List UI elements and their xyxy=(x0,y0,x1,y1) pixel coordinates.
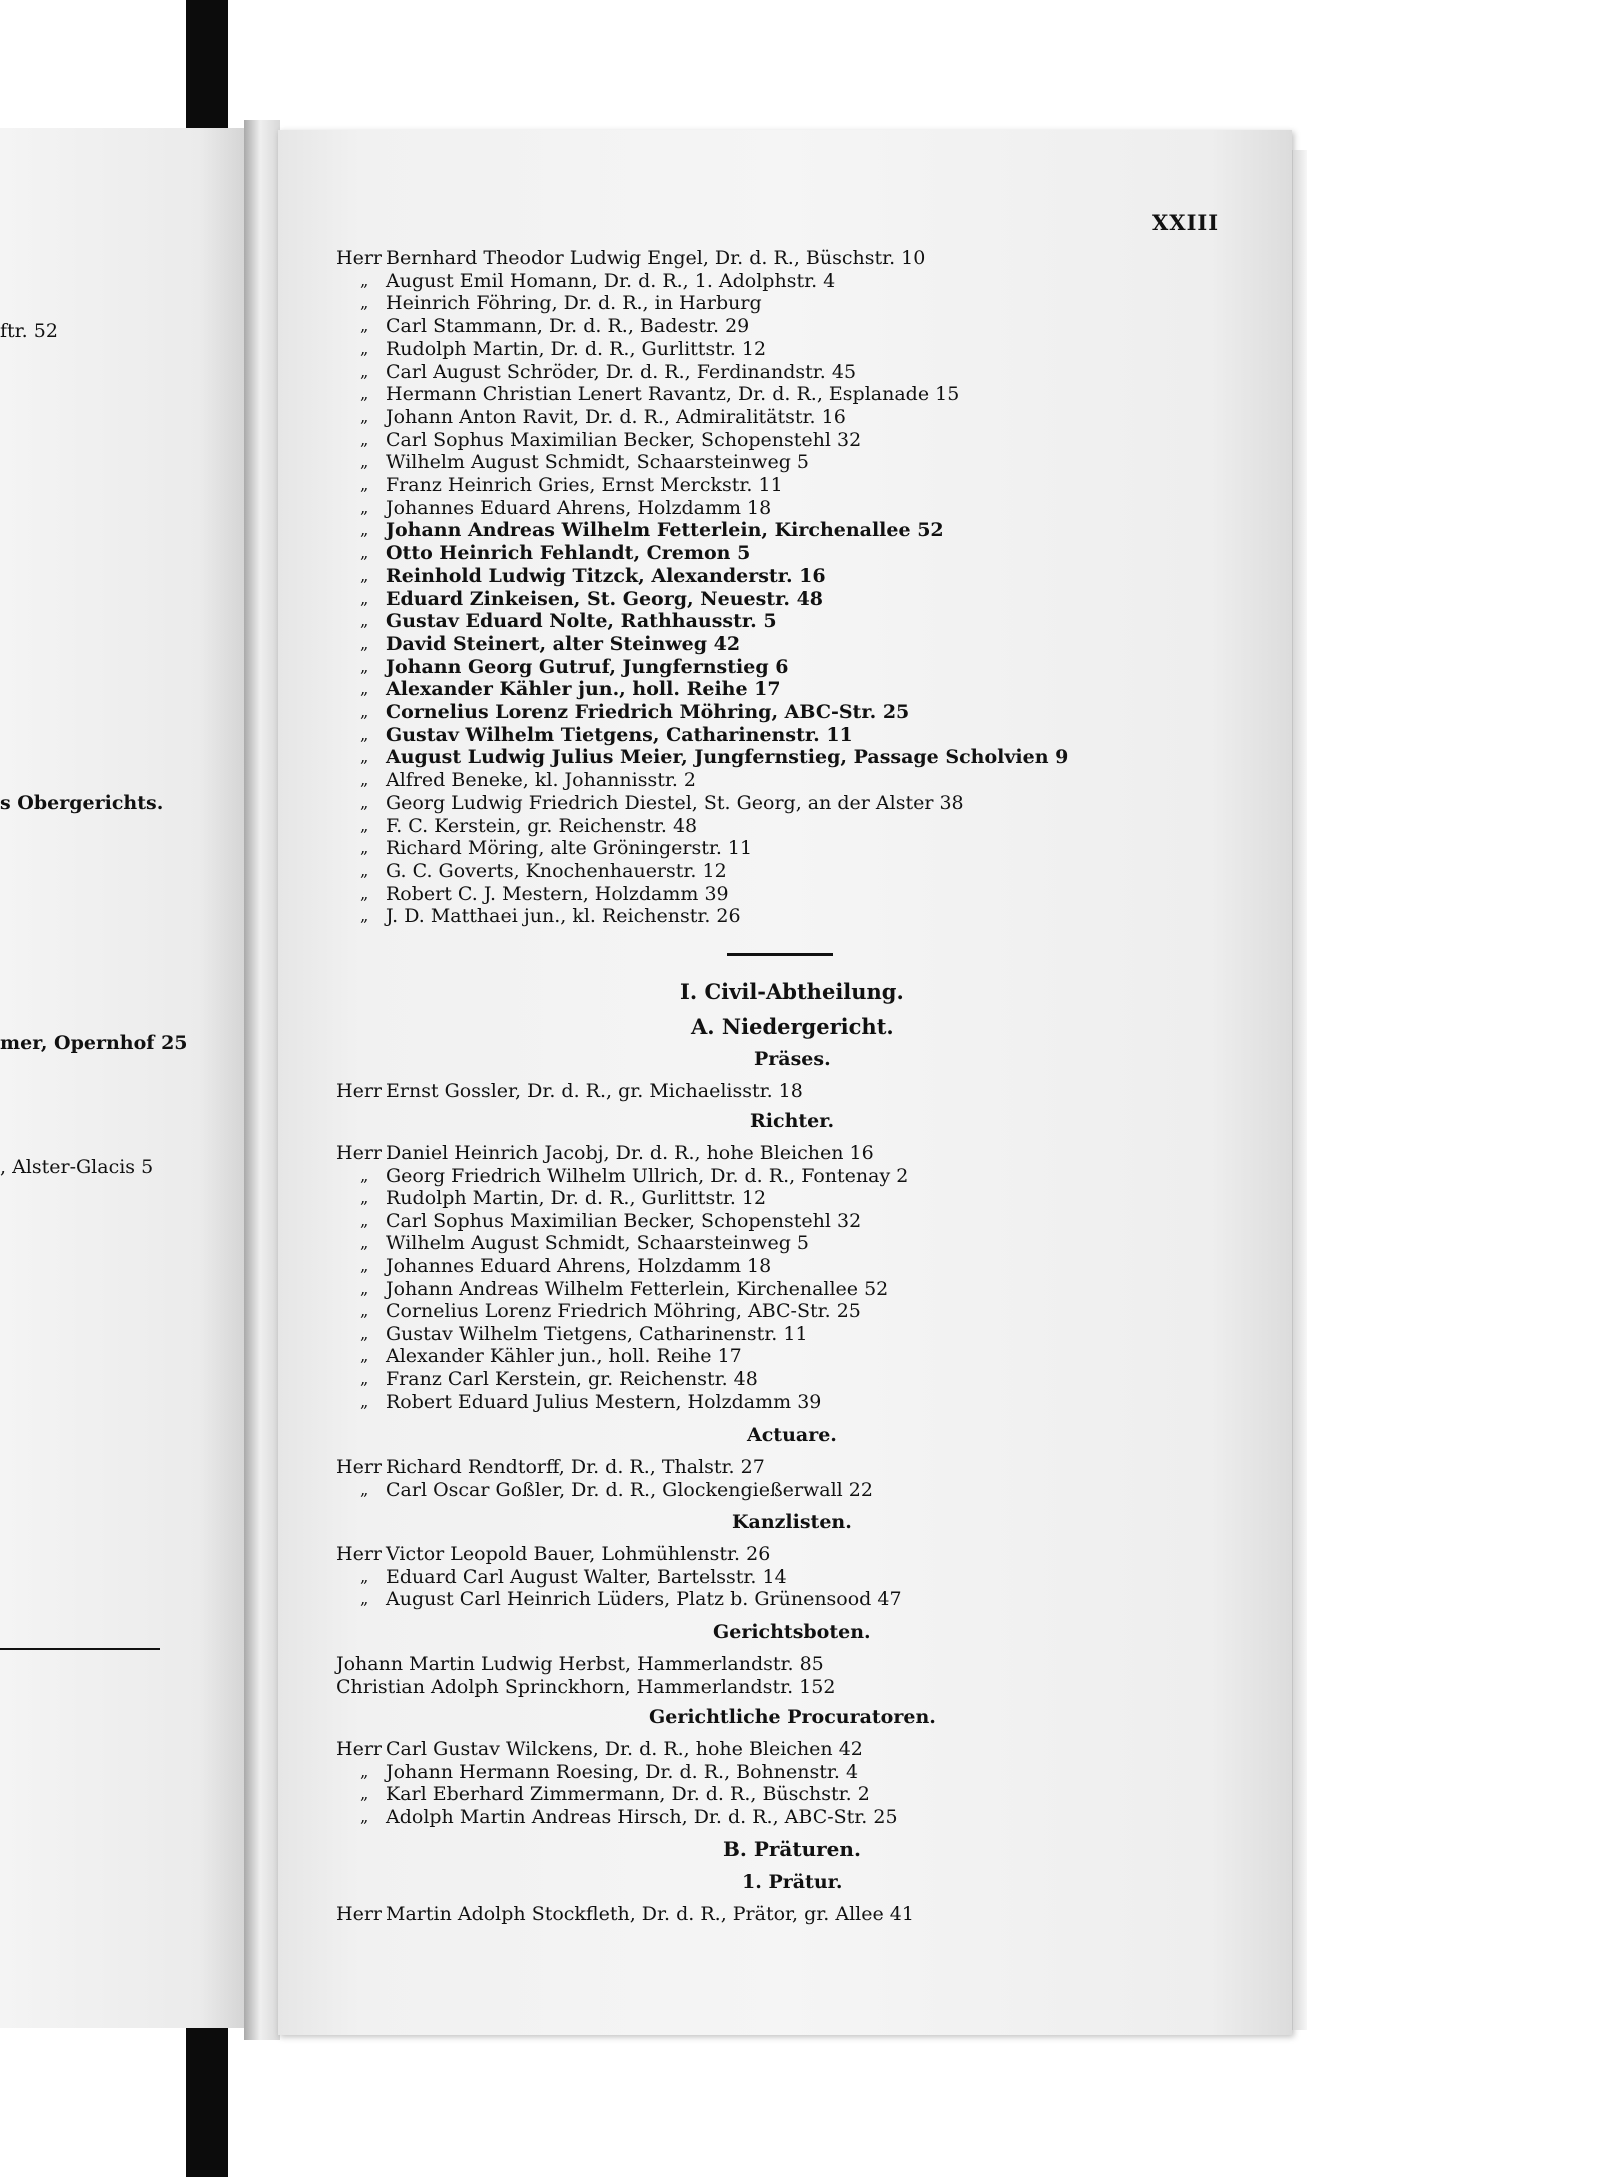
member-entry: Cornelius Lorenz Friedrich Möhring, ABC-Str. 25 xyxy=(386,701,910,723)
entry-prefix: „ xyxy=(360,1278,369,1298)
member-entry: Otto Heinrich Fehlandt, Cremon 5 xyxy=(386,542,751,565)
richter-entry: Johann Andreas Wilhelm Fetterlein, Kirchenallee 52 xyxy=(386,1277,889,1300)
left-divider xyxy=(0,1648,160,1650)
kanzlisten-entry: Victor Leopold Bauer, Lohmühlenstr. 26 xyxy=(386,1543,771,1565)
entry-prefix: „ xyxy=(360,1323,369,1343)
member-entry: Carl Stammann, Dr. d. R., Badestr. 29 xyxy=(386,315,750,338)
entry-prefix: „ xyxy=(360,1301,369,1321)
entry-prefix: „ xyxy=(360,1761,369,1781)
entry-prefix: „ xyxy=(360,1188,369,1208)
entry-prefix: „ xyxy=(360,338,369,358)
kanzlisten-entry: August Carl Heinrich Lüders, Platz b. Grünensood 47 xyxy=(386,1588,902,1611)
entry-prefix: „ xyxy=(360,565,369,585)
entry-prefix: „ xyxy=(360,792,369,812)
member-entry: Johann Anton Ravit, Dr. d. R., Admiralitätstr. 16 xyxy=(386,405,846,428)
entry-prefix: „ xyxy=(360,611,369,631)
left-page xyxy=(0,128,251,2028)
division-title: I. Civil-Abtheilung. xyxy=(680,979,904,1004)
entry-prefix: „ xyxy=(360,316,369,336)
member-entry: F. C. Kerstein, gr. Reichenstr. 48 xyxy=(386,814,698,837)
member-entry: Alfred Beneke, kl. Johannisstr. 2 xyxy=(386,769,697,792)
procuratoren-entry: Carl Gustav Wilckens, Dr. d. R., hohe Bleichen 42 xyxy=(386,1738,863,1760)
member-entry: Richard Möring, alte Gröningerstr. 11 xyxy=(386,837,753,860)
entry-prefix: „ xyxy=(360,475,369,494)
page-edge xyxy=(1292,150,1307,2030)
member-entry: David Steinert, alter Steinweg 42 xyxy=(386,632,741,655)
entry-prefix: „ xyxy=(360,588,369,608)
entry-prefix: „ xyxy=(360,1210,369,1230)
entry-prefix: „ xyxy=(360,1566,369,1586)
kanzlisten-heading: Kanzlisten. xyxy=(732,1511,852,1533)
member-entry: Reinhold Ludwig Titzck, Alexanderstr. 16 xyxy=(386,564,826,587)
richter-entry: Wilhelm August Schmidt, Schaarsteinweg 5 xyxy=(386,1232,809,1255)
entry-prefix: „ xyxy=(360,1369,369,1388)
entry-prefix: Herr xyxy=(336,1543,382,1565)
entry-prefix: „ xyxy=(360,1346,369,1366)
entry-prefix: „ xyxy=(360,815,369,835)
gerichtsboten-heading: Gerichtsboten. xyxy=(713,1621,871,1643)
praeses-entry: Ernst Gossler, Dr. d. R., gr. Michaelisstr. 18 xyxy=(386,1080,803,1102)
left-fragment: ftr. 52 xyxy=(0,320,58,342)
member-entry: Carl August Schröder, Dr. d. R., Ferdinandstr. 45 xyxy=(386,360,857,383)
entry-prefix: „ xyxy=(360,1256,369,1275)
richter-entry: Alexander Kähler jun., holl. Reihe 17 xyxy=(386,1345,742,1368)
actuare-heading: Actuare. xyxy=(747,1424,837,1446)
entry-prefix: „ xyxy=(360,1233,369,1253)
entry-prefix: „ xyxy=(360,883,369,903)
entry-prefix: Herr xyxy=(336,1142,382,1164)
procuratoren-entry: Johann Hermann Roesing, Dr. d. R., Bohnenstr. 4 xyxy=(386,1760,859,1783)
member-entry: August Ludwig Julius Meier, Jungfernstieg, Passage Scholvien 9 xyxy=(386,746,1069,769)
entry-prefix: „ xyxy=(360,543,369,563)
praetur1-heading: 1. Prätur. xyxy=(742,1871,843,1893)
member-entry: G. C. Goverts, Knochenhauerstr. 12 xyxy=(386,859,727,882)
left-fragment: s Obergerichts. xyxy=(0,792,164,814)
entry-prefix: „ xyxy=(360,860,369,880)
entry-prefix: „ xyxy=(360,406,369,426)
member-entry: J. D. Matthaei jun., kl. Reichenstr. 26 xyxy=(386,905,741,928)
member-entry: Johann Andreas Wilhelm Fetterlein, Kirchenallee 52 xyxy=(386,519,944,542)
richter-entry: Cornelius Lorenz Friedrich Möhring, ABC-Str. 25 xyxy=(386,1300,861,1323)
entry-prefix: Herr xyxy=(336,1080,382,1102)
entry-prefix: „ xyxy=(360,747,369,767)
member-entry: Gustav Wilhelm Tietgens, Catharinenstr. 11 xyxy=(386,723,853,746)
entry-prefix: Herr xyxy=(336,1903,382,1925)
richter-entry: Gustav Wilhelm Tietgens, Catharinenstr. 11 xyxy=(386,1322,808,1345)
entry-prefix: „ xyxy=(360,270,369,290)
richter-entry: Robert Eduard Julius Mestern, Holzdamm 39 xyxy=(386,1390,822,1413)
richter-entry: Georg Friedrich Wilhelm Ullrich, Dr. d. R., Fontenay 2 xyxy=(386,1164,909,1187)
richter-entry: Franz Carl Kerstein, gr. Reichenstr. 48 xyxy=(386,1368,758,1390)
gerichtsboten-entry: Johann Martin Ludwig Herbst, Hammerlandstr. 85 xyxy=(336,1653,824,1675)
member-entry: Georg Ludwig Friedrich Diestel, St. Georg, an der Alster 38 xyxy=(386,791,964,814)
richter-heading: Richter. xyxy=(750,1110,835,1132)
entry-prefix: „ xyxy=(360,1165,369,1185)
praetur1-entry: Martin Adolph Stockfleth, Dr. d. R., Prätor, gr. Allee 41 xyxy=(386,1903,914,1925)
left-fragment: mer, Opernhof 25 xyxy=(0,1032,188,1054)
entry-prefix: „ xyxy=(360,1589,369,1609)
entry-prefix: „ xyxy=(360,724,369,744)
gerichtsboten-entry: Christian Adolph Sprinckhorn, Hammerlandstr. 152 xyxy=(336,1675,836,1698)
member-entry: Johann Georg Gutruf, Jungfernstieg 6 xyxy=(386,655,789,678)
member-entry: Hermann Christian Lenert Ravantz, Dr. d. R., Esplanade 15 xyxy=(386,383,960,406)
entry-prefix: „ xyxy=(360,429,369,449)
procuratoren-entry: Karl Eberhard Zimmermann, Dr. d. R., Büschstr. 2 xyxy=(386,1783,870,1806)
kanzlisten-entry: Eduard Carl August Walter, Bartelsstr. 14 xyxy=(386,1565,787,1588)
entry-prefix: „ xyxy=(360,384,369,404)
entry-prefix: „ xyxy=(360,361,369,381)
entry-prefix: „ xyxy=(360,1479,369,1499)
entry-prefix: „ xyxy=(360,633,369,653)
entry-prefix: „ xyxy=(360,1391,369,1411)
member-entry: Alexander Kähler jun., holl. Reihe 17 xyxy=(386,678,781,701)
section-divider xyxy=(727,953,833,956)
entry-prefix: „ xyxy=(360,656,369,676)
entry-prefix: „ xyxy=(360,452,369,472)
procuratoren-entry: Adolph Martin Andreas Hirsch, Dr. d. R., ABC-Str. 25 xyxy=(386,1805,898,1828)
entry-prefix: „ xyxy=(360,1784,369,1804)
member-entry: Robert C. J. Mestern, Holzdamm 39 xyxy=(386,882,729,905)
entry-prefix: „ xyxy=(360,906,369,926)
entry-prefix: „ xyxy=(360,293,369,313)
binding-bar-top xyxy=(186,0,228,140)
entry-prefix: „ xyxy=(360,679,369,699)
richter-entry: Carl Sophus Maximilian Becker, Schopenstehl 32 xyxy=(386,1209,862,1232)
member-entry: Eduard Zinkeisen, St. Georg, Neuestr. 48 xyxy=(386,587,824,610)
richter-entry: Daniel Heinrich Jacobj, Dr. d. R., hohe Bleichen 16 xyxy=(386,1142,874,1164)
richter-entry: Rudolph Martin, Dr. d. R., Gurlittstr. 12 xyxy=(386,1187,767,1210)
member-entry: Bernhard Theodor Ludwig Engel, Dr. d. R., Büschstr. 10 xyxy=(386,247,926,269)
page-number: XXIII xyxy=(1152,210,1220,235)
member-entry: August Emil Homann, Dr. d. R., 1. Adolphstr. 4 xyxy=(386,269,836,292)
richter-entry: Johannes Eduard Ahrens, Holzdamm 18 xyxy=(386,1255,772,1277)
procuratoren-heading: Gerichtliche Procuratoren. xyxy=(649,1706,936,1728)
actuare-entry: Richard Rendtorff, Dr. d. R., Thalstr. 27 xyxy=(386,1456,765,1478)
member-entry: Rudolph Martin, Dr. d. R., Gurlittstr. 12 xyxy=(386,337,767,360)
entry-prefix: „ xyxy=(360,497,369,517)
entry-prefix: Herr xyxy=(336,1738,382,1760)
binding-bar-bottom xyxy=(186,2010,228,2177)
entry-prefix: „ xyxy=(360,702,369,721)
entry-prefix: „ xyxy=(360,838,369,858)
praeses-heading: Präses. xyxy=(754,1048,831,1070)
entry-prefix: „ xyxy=(360,770,369,790)
member-entry: Gustav Eduard Nolte, Rathhausstr. 5 xyxy=(386,610,777,633)
member-entry: Johannes Eduard Ahrens, Holzdamm 18 xyxy=(386,496,772,519)
left-fragment: , Alster-Glacis 5 xyxy=(0,1156,154,1178)
praeturen-title: B. Präturen. xyxy=(723,1837,861,1861)
member-entry: Heinrich Föhring, Dr. d. R., in Harburg xyxy=(386,292,762,315)
member-entry: Franz Heinrich Gries, Ernst Merckstr. 11 xyxy=(386,474,783,496)
entry-prefix: „ xyxy=(360,1806,369,1826)
court-title: A. Niedergericht. xyxy=(691,1014,894,1039)
member-entry: Carl Sophus Maximilian Becker, Schopenstehl 32 xyxy=(386,428,862,451)
entry-prefix: „ xyxy=(360,520,369,540)
entry-prefix: Herr xyxy=(336,247,382,269)
book-gutter xyxy=(244,120,280,2040)
entry-prefix: Herr xyxy=(336,1456,382,1478)
member-entry: Wilhelm August Schmidt, Schaarsteinweg 5 xyxy=(386,451,809,474)
actuare-entry: Carl Oscar Goßler, Dr. d. R., Glockengießerwall 22 xyxy=(386,1478,873,1501)
